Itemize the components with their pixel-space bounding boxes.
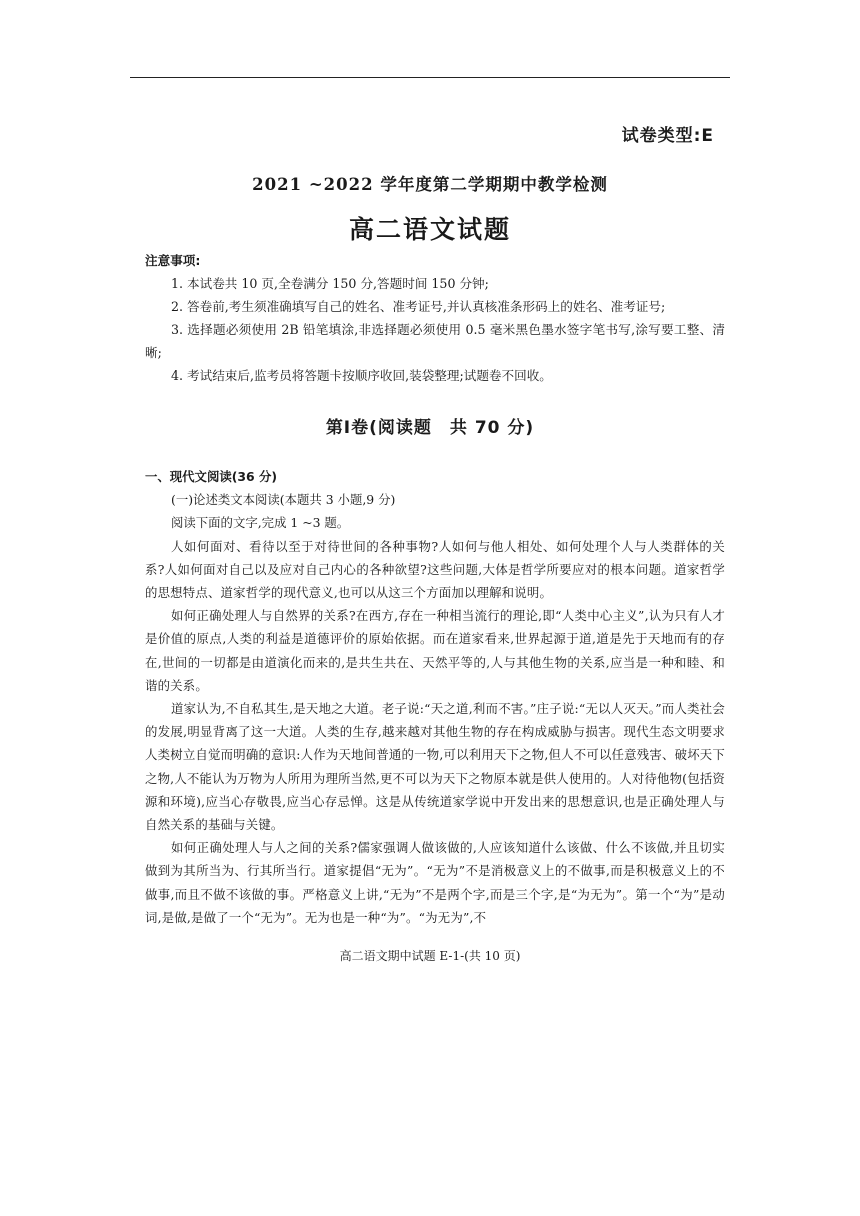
part-heading: 一、现代文阅读(36 分): [145, 469, 278, 484]
notice-heading: 注意事项:: [145, 253, 201, 268]
reading-instruction: 阅读下面的文字,完成 1 ~3 题。: [171, 515, 350, 531]
notice-item-1: 1. 本试卷共 10 页,全卷满分 150 分,答题时间 150 分钟;: [171, 276, 489, 291]
notice-item-4: 4. 考试结束后,监考员将答题卡按顺序收回,装袋整理;试题卷不回收。: [171, 368, 552, 383]
paper-type-label: 试卷类型:E: [621, 126, 714, 146]
page-footer: 高二语文期中试题 E-1-(共 10 页): [339, 949, 521, 963]
subsection-heading: (一)论述类文本阅读(本题共 3 小题,9 分): [171, 492, 396, 508]
paragraph-4: 如何正确处理人与人之间的关系?儒家强调人做该做的,人应该知道什么该做、什么不该做,并且切实做到为其所当为、行其所当行。道家提倡“无为”。“无为”不是消极意义上的不做事,而是积极意义上的不做事,而且不做不该做的事。严格意义上讲,“无为”不是两个字,而是三个字,是“为无为”。第一个“为”是动词,是做,是做了一个“无为”。无为也是一种“为”。“为无为”,不: [145, 840, 725, 925]
paragraph-3: 道家认为,不自私其生,是天地之大道。老子说:“天之道,利而不害。”庄子说:“无以人灭天。”而人类社会的发展,明显背离了这一大道。人类的生存,越来越对其他生物的存在构成威胁与损害。现代生态文明要求人类树立自觉而明确的意识:人作为天地间普通的一物,可以利用天下之物,但人不可以任意残害、破坏天下之物,人不能认为万物为人所用为理所当然,更不可以为天下之物原本就是供人使用的。人对待他物(包括资源和环境),应当心存敬畏,应当心存忌惮。这是从传统道家学说中开发出来的思想意识,也是正确处理人与自然关系的基础与关键。: [145, 701, 725, 833]
top-rule: [130, 77, 730, 78]
notice-block: [145, 249, 725, 387]
notice-item-3: 3. 选择题必须使用 2B 铅笔填涂,非选择题必须使用 0.5 毫米黑色墨水签字笔书写,涂写要工整、清晰;: [145, 322, 725, 360]
reading-section: [145, 465, 725, 929]
section-title: 第Ⅰ卷(阅读题 共 70 分): [325, 418, 535, 438]
exam-title: 高二语文试题: [348, 215, 511, 244]
exam-term-heading: 2021 ~2022 学年度第二学期期中教学检测: [252, 175, 608, 194]
paragraph-2: 如何正确处理人与自然界的关系?在西方,存在一种相当流行的理论,即“人类中心主义”,认为只有人才是价值的原点,人类的利益是道德评价的原始依据。而在道家看来,世界起源于道,道是先于天地而有的存在,世间的一切都是由道演化而来的,是共生共在、天然平等的,人与其他生物的关系,应当是一种和睦、和谐的关系。: [145, 608, 725, 693]
paragraph-1: 人如何面对、看待以至于对待世间的各种事物?人如何与他人相处、如何处理个人与人类群体的关系?人如何面对自己以及应对自己内心的各种欲望?这些问题,大体是哲学所要应对的根本问题。道家哲学的思想特点、道家哲学的现代意义,也可以从这三个方面加以理解和说明。: [145, 538, 725, 601]
notice-item-2: 2. 答卷前,考生须准确填写自己的姓名、准考证号,并认真核准条形码上的姓名、准考证号;: [171, 299, 666, 314]
